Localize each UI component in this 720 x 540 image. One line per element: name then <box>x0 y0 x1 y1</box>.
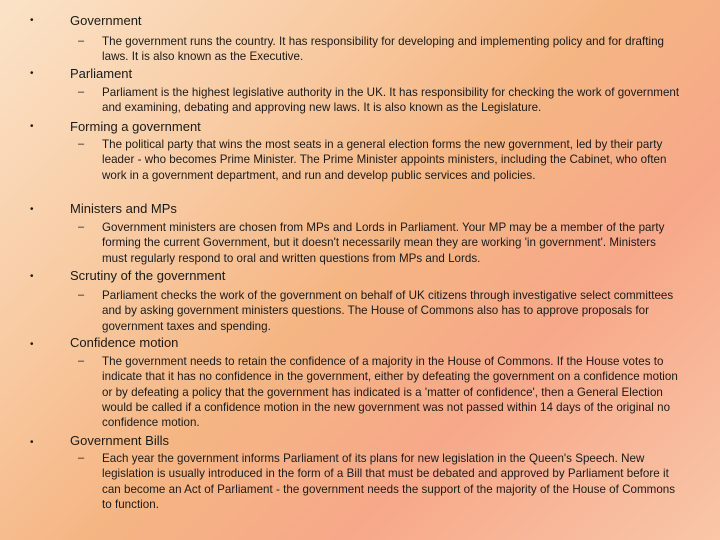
section-heading: Confidence motion <box>70 335 179 350</box>
bullet-marker: • <box>30 339 34 350</box>
bullet-marker: • <box>30 121 34 132</box>
section-heading: Government Bills <box>70 433 169 448</box>
bullet-marker: • <box>30 271 34 282</box>
section-text: Parliament is the highest legislative authority in the UK. It has responsibility for checking the work of government and examining, debating and approving new laws. It is also known as the Legislature. <box>102 86 680 115</box>
section-text: Parliament checks the work of the government on behalf of UK citizens through investigative select committees and by asking government ministers questions. The House of Commons also has to approve proposals for government taxes and spending. <box>102 289 674 333</box>
section-text: The political party that wins the most seats in a general election forms the new government, led by their party leader - who becomes Prime Minister. The Prime Minister appoints ministers, including the Cabinet, who often work in a government department, and run and develop public services and policies. <box>102 138 667 182</box>
section-heading: Forming a government <box>70 119 201 134</box>
section-text: Government ministers are chosen from MPs and Lords in Parliament. Your MP may be a member of the party forming the current Government, but it doesn't necessarily mean they are working 'in government'. Ministers must regularly respond to oral and written questions from MPs and Lords. <box>102 221 665 265</box>
dash-marker: – <box>78 355 85 367</box>
dash-marker: – <box>78 452 85 464</box>
section-heading: Ministers and MPs <box>70 201 177 216</box>
section-text: The government runs the country. It has responsibility for developing and implementing policy and for drafting laws. It is also known as the Executive. <box>102 35 665 64</box>
section-text: The government needs to retain the confidence of a majority in the House of Commons. If the House votes to indicate that it has no confidence in the government, either by defeating the government on a confidence motion or by defeating a policy that the government has indicated is a 'matter of confidence', then a General Election would be called if a confidence motion in the new government was not passed within 14 days of the original no confidence motion. <box>102 355 678 430</box>
dash-marker: – <box>78 221 85 233</box>
section-text: Each year the government informs Parliament of its plans for new legislation in the Queen's Speech. New legislation is usually introduced in the form of a Bill that must be debated and approved by Parliament before it can become an Act of Parliament - the government needs the support of the majority of the House of Commons to function. <box>102 452 676 511</box>
dash-marker: – <box>78 35 85 47</box>
section-heading: Parliament <box>70 66 133 81</box>
dash-marker: – <box>78 289 85 301</box>
section-heading: Scrutiny of the government <box>70 268 226 283</box>
dash-marker: – <box>78 138 85 150</box>
bullet-marker: • <box>30 437 34 448</box>
bullet-marker: • <box>30 15 34 26</box>
bullet-marker: • <box>30 68 34 79</box>
section-heading: Government <box>70 13 142 28</box>
bullet-marker: • <box>30 204 34 215</box>
dash-marker: – <box>78 86 85 98</box>
